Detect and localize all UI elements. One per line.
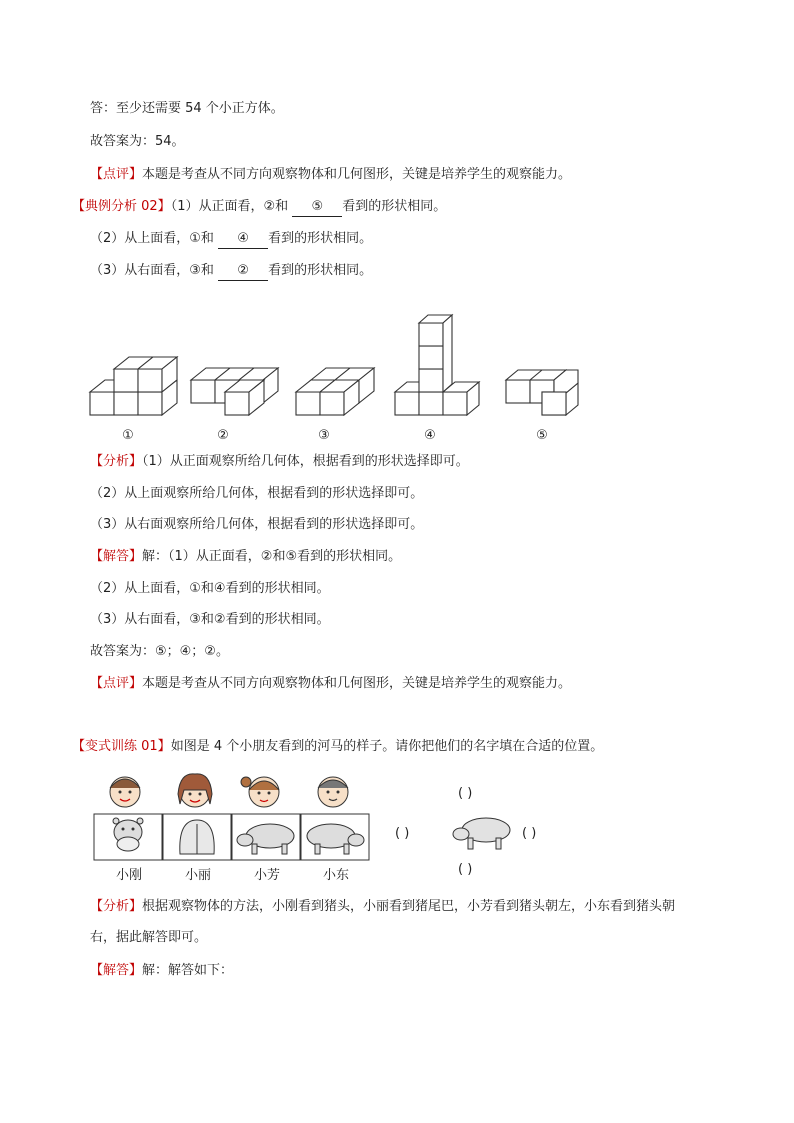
answer-line: 答：至少还需要 54 个小正方体。 — [90, 101, 284, 116]
hippo-front-view — [113, 818, 143, 851]
figure-label-4: ④ — [424, 428, 436, 443]
figure-label-2: ② — [217, 428, 229, 443]
analysis-line-1 — [90, 453, 469, 471]
q2-text: （2）从上面看，①和 — [90, 231, 214, 246]
solution-text-4: 解：解答如下： — [142, 963, 234, 978]
kid-face-xiaogang — [110, 777, 140, 807]
figure-5 — [506, 370, 578, 415]
figure-3 — [296, 368, 374, 415]
figure-2 — [191, 368, 278, 415]
figure-label-3: ③ — [318, 428, 330, 443]
analysis-tag-2: 【分析】 — [90, 899, 143, 914]
kid-name-xiaoli: 小丽 — [184, 868, 211, 883]
answer-paren-top[interactable]: ( ) — [458, 786, 473, 801]
variant-tag: 【变式训练 01】 — [72, 739, 171, 754]
comment-tag: 【点评】 — [90, 167, 143, 182]
analysis-line-3: （3）从右面观察所给几何体，根据看到的形状选择即可。 — [90, 517, 424, 532]
analysis-line-5: 右，据此解答即可。 — [90, 930, 208, 945]
solution-tag-2: 【解答】 — [90, 963, 143, 978]
solution-line-4 — [90, 962, 233, 980]
comment-text: 本题是考查从不同方向观察物体和几何图形，关键是培养学生的观察能力。 — [142, 167, 572, 182]
answer-paren-bottom[interactable]: ( ) — [458, 862, 473, 877]
solution-line-3: （3）从右面看，③和②看到的形状相同。 — [90, 612, 330, 627]
q3-text-end: 看到的形状相同。 — [268, 263, 373, 278]
q2-text-end: 看到的形状相同。 — [268, 231, 373, 246]
kid-name-xiaogang: 小刚 — [115, 868, 142, 883]
comment-tag-2: 【点评】 — [90, 676, 143, 691]
example-tag: 【典例分析 02】 — [72, 199, 171, 214]
q3-answer-blank: ② — [218, 262, 268, 281]
comment-line-2 — [90, 675, 571, 693]
example-header — [72, 198, 446, 217]
comment-text-2: 本题是考查从不同方向观察物体和几何图形，关键是培养学生的观察能力。 — [142, 676, 572, 691]
analysis-text-1: （1）从正面观察所给几何体，根据看到的形状选择即可。 — [142, 454, 469, 469]
figure-label-5: ⑤ — [536, 428, 548, 443]
variant-text: 如图是 4 个小朋友看到的河马的样子。请你把他们的名字填在合适的位置。 — [170, 739, 604, 754]
variant-header — [72, 738, 603, 756]
comment-line — [90, 166, 571, 184]
answer-summary-2: 故答案为：⑤；④；②。 — [90, 644, 229, 659]
solution-line-1 — [90, 548, 401, 566]
kid-face-xiaofang — [241, 777, 279, 807]
q1-text: （1）从正面看，②和 — [170, 199, 289, 214]
figure-label-1: ① — [122, 428, 134, 443]
analysis-text-4: 根据观察物体的方法，小刚看到猪头，小丽看到猪尾巴，小芳看到猪头朝左，小东看到猪头朝 — [142, 899, 676, 914]
solution-text-1: 解：（1）从正面看，②和⑤看到的形状相同。 — [142, 549, 402, 564]
kid-name-xiaodong: 小东 — [322, 868, 349, 883]
q3-line — [90, 262, 372, 281]
q2-line — [90, 230, 372, 249]
analysis-line-4 — [90, 898, 675, 916]
analysis-line-2: （2）从上面观察所给几何体，根据看到的形状选择即可。 — [90, 486, 424, 501]
figure-4 — [395, 315, 479, 415]
analysis-tag: 【分析】 — [90, 454, 143, 469]
answer-summary: 故答案为：54。 — [90, 134, 185, 149]
q3-text: （3）从右面看，③和 — [90, 263, 214, 278]
cube-figures — [85, 312, 585, 452]
q1-text-end: 看到的形状相同。 — [342, 199, 447, 214]
hippo-back-view — [180, 820, 214, 854]
answer-paren-left[interactable]: ( ) — [395, 826, 410, 841]
solution-tag: 【解答】 — [90, 549, 143, 564]
solution-line-2: （2）从上面看，①和④看到的形状相同。 — [90, 581, 330, 596]
q1-answer-blank: ⑤ — [292, 198, 342, 217]
kid-name-xiaofang: 小芳 — [253, 868, 280, 883]
answer-paren-right[interactable]: ( ) — [522, 826, 537, 841]
kid-face-xiaodong — [318, 777, 348, 807]
kid-face-xiaoli — [178, 774, 212, 807]
center-hippo — [450, 808, 520, 858]
q2-answer-blank: ④ — [218, 230, 268, 249]
figure-1 — [90, 357, 177, 415]
